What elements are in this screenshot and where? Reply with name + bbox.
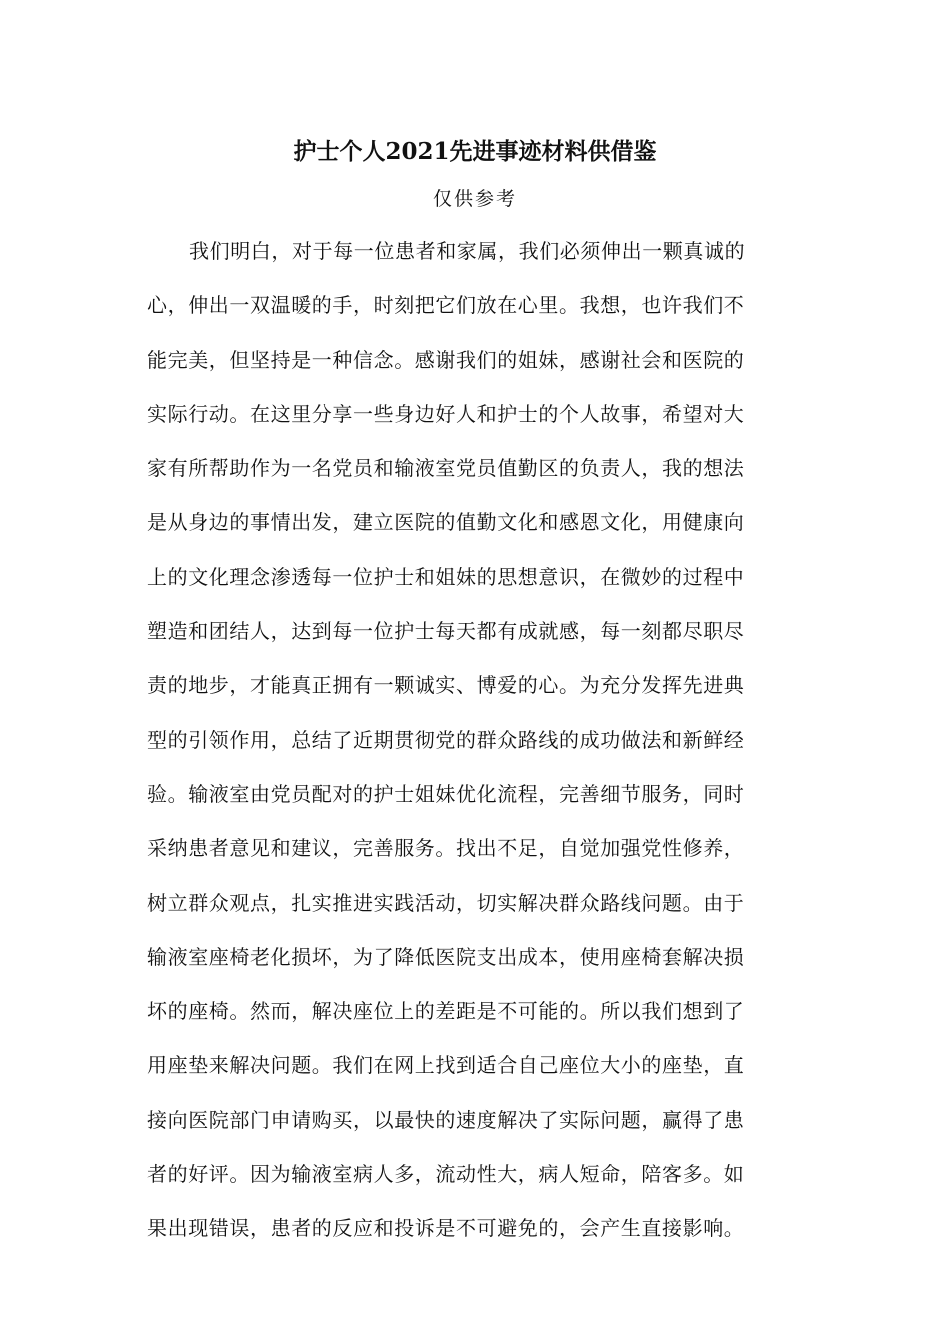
body-paragraph [147, 232, 801, 1264]
body-line: 实际行动。在这里分享一些身边好人和护士的个人故事，希望对大 [147, 401, 745, 426]
page-title: 护士个人2021先进事迹材料供借鉴 [293, 138, 657, 165]
body-line: 树立群众观点，扎实推进实践活动，切实解决群众路线问题。由于 [147, 890, 745, 915]
body-line: 塑造和团结人，达到每一位护士每天都有成就感，每一刻都尽职尽 [147, 619, 745, 644]
body-line: 心，伸出一双温暖的手，时刻把它们放在心里。我想，也许我们不 [147, 293, 745, 318]
body-line: 责的地步，才能真正拥有一颗诚实、博爱的心。为充分发挥先进典 [147, 673, 745, 698]
body-line: 家有所帮助作为一名党员和输液室党员值勤区的负责人，我的想法 [147, 456, 745, 481]
body-line: 输液室座椅老化损坏，为了降低医院支出成本，使用座椅套解决损 [147, 944, 745, 969]
body-line: 采纳患者意见和建议，完善服务。找出不足，自觉加强党性修养， [147, 836, 745, 861]
body-line: 用座垫来解决问题。我们在网上找到适合自己座位大小的座垫，直 [147, 1053, 745, 1078]
body-line: 接向医院部门申请购买，以最快的速度解决了实际问题，赢得了患 [147, 1107, 745, 1132]
body-line: 验。输液室由党员配对的护士姐妹优化流程，完善细节服务，同时 [147, 781, 745, 806]
body-line: 者的好评。因为输液室病人多，流动性大，病人短命，陪客多。如 [147, 1162, 745, 1187]
body-line: 果出现错误，患者的反应和投诉是不可避免的，会产生直接影响。 [147, 1216, 745, 1241]
body-line: 我们明白，对于每一位患者和家属，我们必须伸出一颗真诚的 [189, 239, 746, 263]
page-subtitle: 仅供参考 [432, 188, 517, 210]
body-line: 坏的座椅。然而，解决座位上的差距是不可能的。所以我们想到了 [147, 999, 745, 1024]
body-line: 是从身边的事情出发，建立医院的值勤文化和感恩文化，用健康向 [147, 510, 745, 535]
body-line: 上的文化理念渗透每一位护士和姐妹的思想意识，在微妙的过程中 [147, 564, 745, 589]
body-line: 能完美，但坚持是一种信念。感谢我们的姐妹，感谢社会和医院的 [147, 347, 745, 372]
body-line: 型的引领作用，总结了近期贯彻党的群众路线的成功做法和新鲜经 [147, 727, 745, 752]
